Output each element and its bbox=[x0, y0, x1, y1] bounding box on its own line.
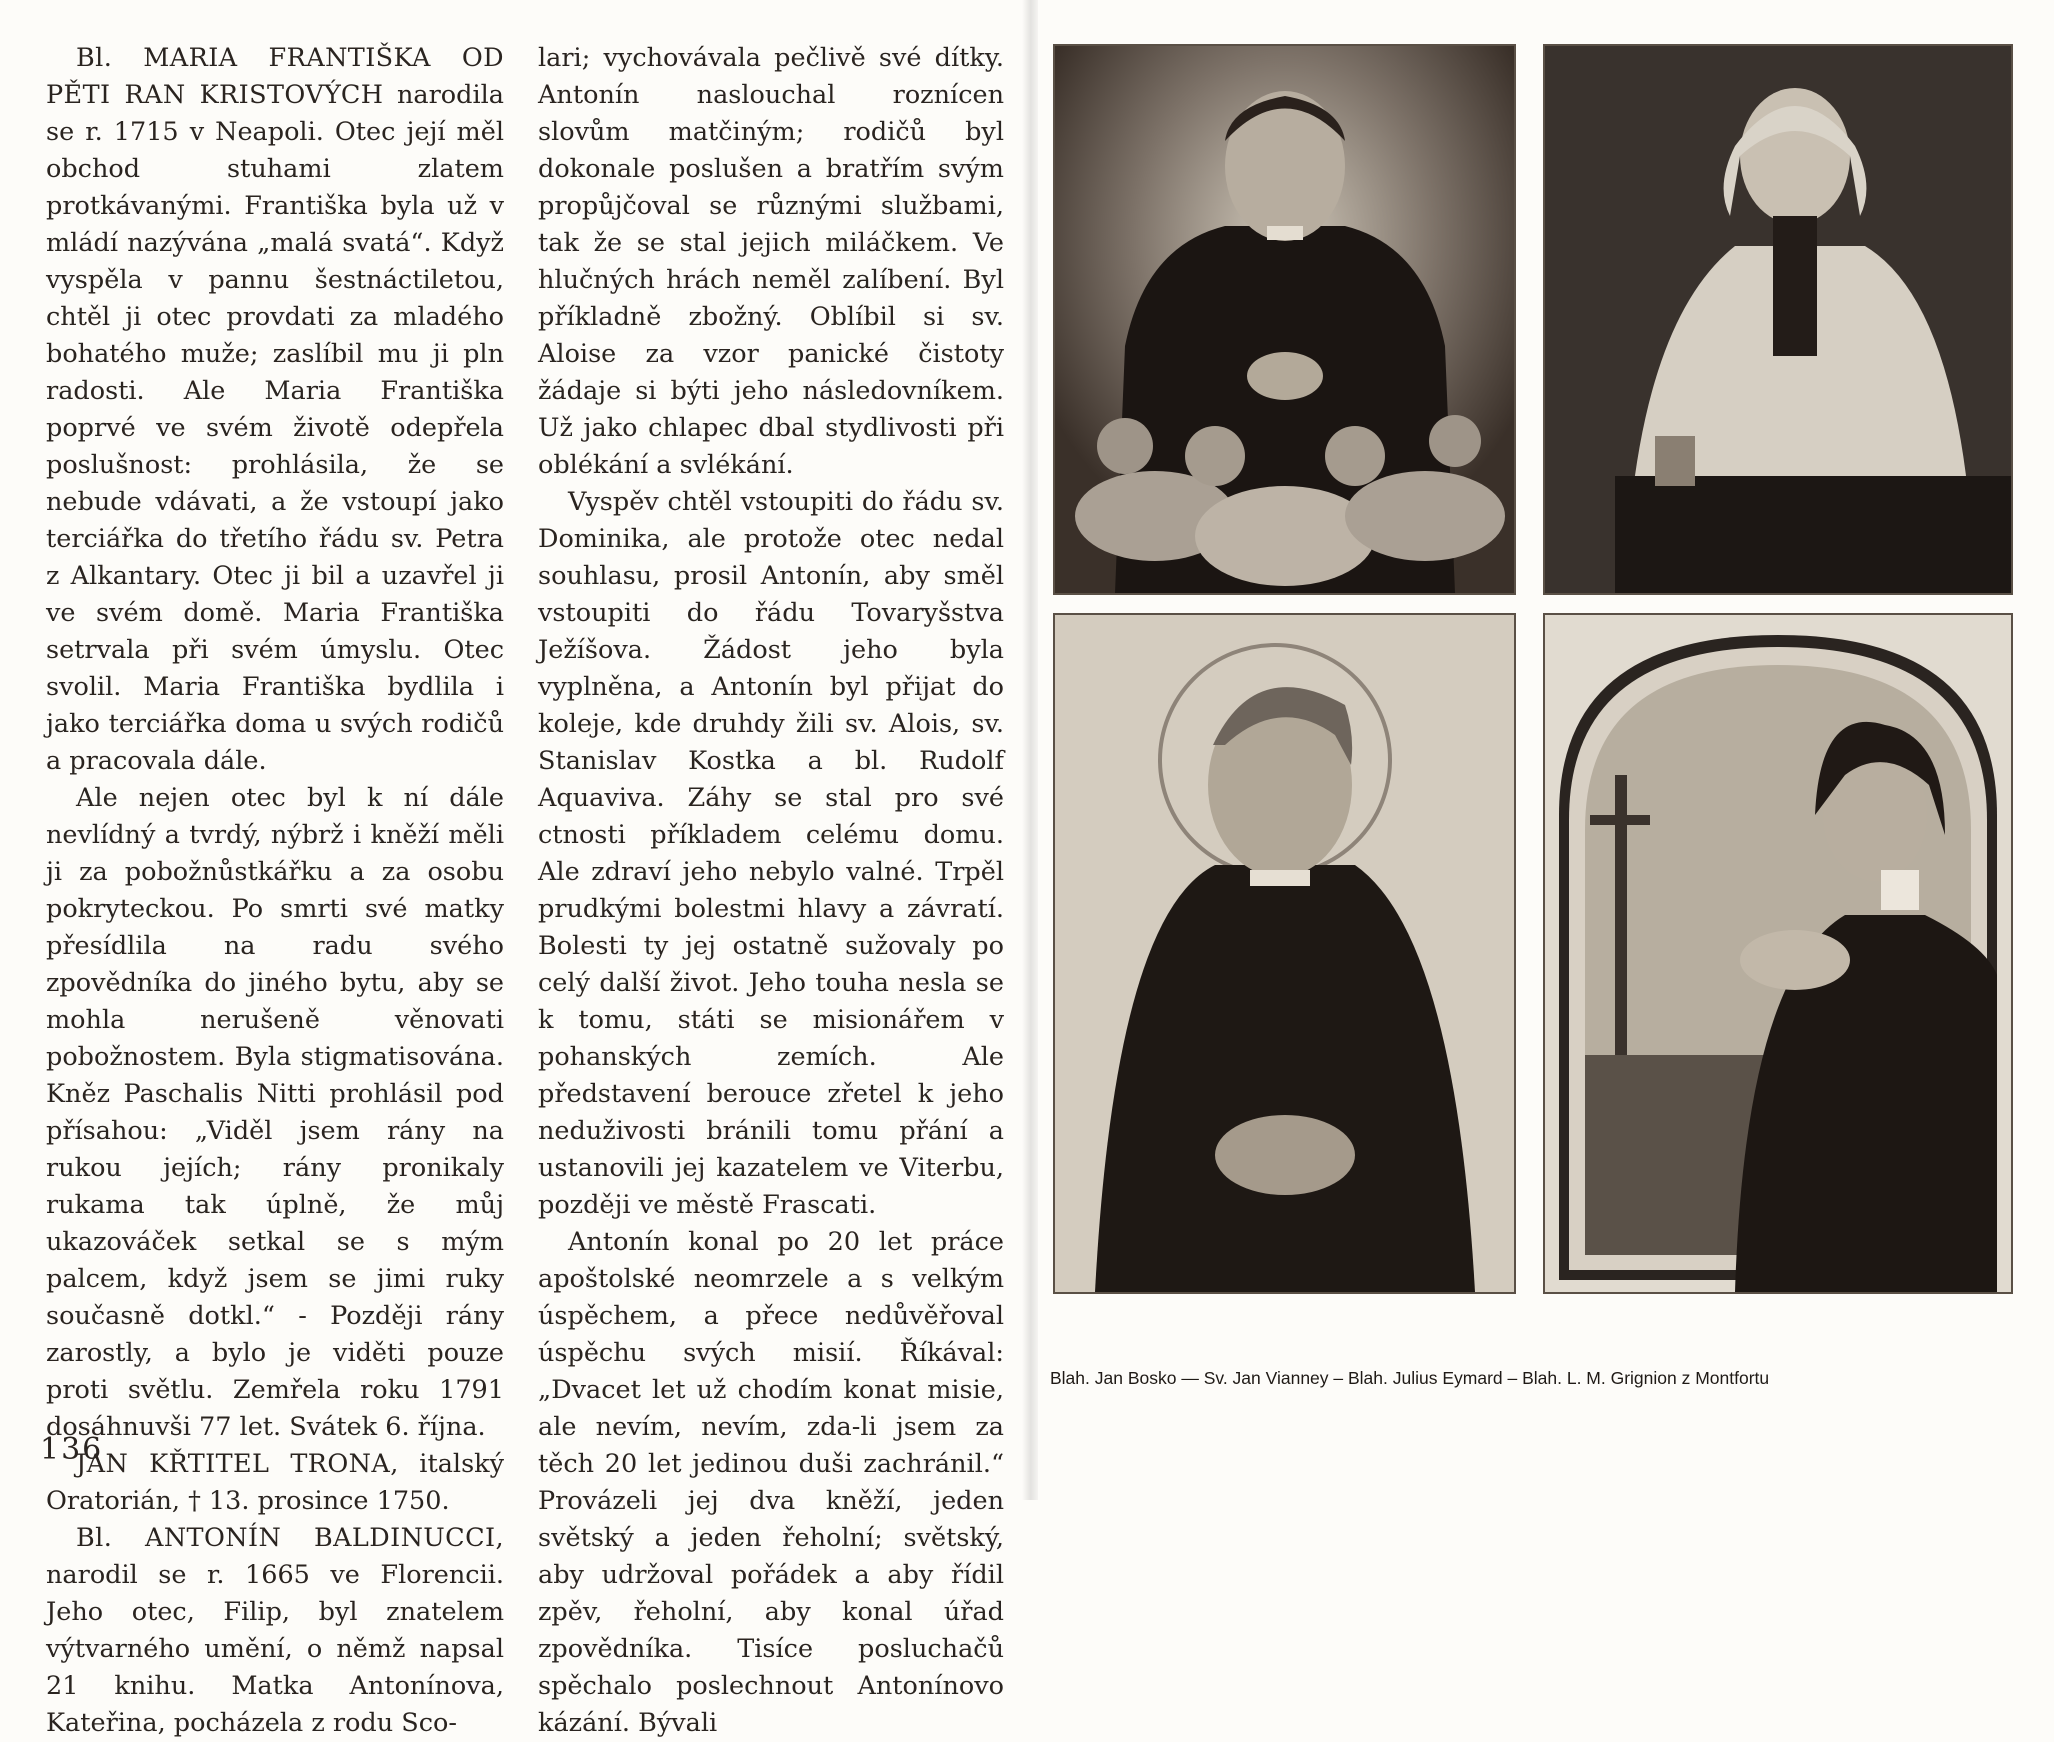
portrait-jan-vianney bbox=[1543, 44, 2013, 595]
middle-text-column bbox=[538, 40, 1004, 1742]
page-number: 136 bbox=[40, 1432, 104, 1467]
entry-text: narodila se r. 1715 v Neapoli. Otec její měl obchod stuhami zlatem protkávanými. Františka byla už v mládí nazývána „malá svatá“. Když vyspěla v pannu šestnáctiletou, chtěl ji otec provdati za mladého bohatého muže; zaslíbil mu ji pln radosti. Ale Maria Františka poprvé ve svém životě odepřela poslušnost: prohlásila, že se nebude vdávati, a že vstoupí jako terciářka do třetího řádu sv. Petra z Alkantary. Otec ji bil a uzavřel ji ve svém domě. Maria Františka setrvala při svém úmyslu. Otec svolil. Maria Františka bydlila i jako terciářka doma u svých rodičů a pracovala dále. bbox=[46, 80, 504, 776]
entry-lead: JAN KŘTITEL TRONA, bbox=[76, 1449, 399, 1479]
paragraph-continuation: lari; vychovávala pečlivě své dítky. Antonín naslouchal roznícen slovům matčiným; rodičů byl dokonale poslušen a bratřím svým propůjčoval se různými službami, tak že se stal jejich miláčkem. Ve hlučných hrách neměl zalíbení. Byl příkladně zbožný. Oblíbil si sv. Aloise za vzor panické čistoty žádaje si býti jeho následovníkem. Už jako chlapec dbal stydlivosti při oblékání a svlékání. bbox=[538, 43, 1004, 480]
entry-lead: Bl. MARIA FRANTIŠKA OD PĚTI RAN KRISTOVÝCH bbox=[46, 43, 504, 110]
entry-lead: Bl. ANTONÍN BALDINUCCI, bbox=[76, 1523, 504, 1553]
portrait-julius-eymard bbox=[1053, 613, 1516, 1294]
book-gutter bbox=[1022, 0, 1038, 1500]
left-text-column bbox=[46, 40, 504, 1742]
paragraph-vyspev: Vyspěv chtěl vstoupiti do řádu sv. Dominika, ale protože otec nedal souhlasu, prosil Antonín, aby směl vstoupiti do řádu Tovaryšstva Ježíšova. Žádost jeho byla vyplněna, a Antonín byl přijat do koleje, kde druhdy žili sv. Alois, sv. Stanislav Kostka a bl. Rudolf Aquaviva. Záhy se stal pro své ctnosti příkladem celému domu. Ale zdraví jeho nebylo valné. Trpěl prudkými bolestmi hlavy a závratí. Bolesti ty jej ostatně sužovaly po celý další život. Jeho touha nesla se k tomu, státi se misionářem v pohanských zemích. Ale představení berouce zřetel k jeho neduživosti bránili tomu přání a ustanovili jej kazatelem ve Viterbu, později ve městě Frascati. bbox=[538, 487, 1004, 1220]
paragraph-maria-frantiska bbox=[46, 40, 504, 780]
paragraph-maria-frantiska-cont bbox=[46, 780, 504, 1446]
paragraph-antonin-baldinucci bbox=[46, 1520, 504, 1742]
paragraph-jan-trona bbox=[46, 1446, 504, 1520]
portrait-jan-bosko bbox=[1053, 44, 1516, 595]
entry-text: narodil se r. 1665 ve Florencii. Jeho otec, Filip, byl znatelem výtvarného umění, o němž napsal 21 knihu. Matka Antonínova, Kateřina, pocházela z rodu Sco- bbox=[46, 1560, 504, 1738]
entry-text: Ale nejen otec byl k ní dále nevlídný a tvrdý, nýbrž i kněží měli ji za pobožnůstkářku a za osobu pokryteckou. Po smrti své matky přesídlila na radu svého zpovědníka do jiného bytu, aby se mohla nerušeně věnovati pobožnostem. Byla stigmatisována. Kněz Paschalis Nitti prohlásil pod přísahou: „Viděl jsem rány na rukou jejích; rány pronikaly rukama tak úplně, že můj ukazováček setkal se s mým palcem, když jsem se jimi ruky současně dotkl.“ - Později rány zarostly, a bylo je viděti pouze proti světlu. Zemřela roku 1791 dosáhnuvši 77 let. Svátek 6. října. bbox=[46, 783, 504, 1442]
plates-caption: Blah. Jan Bosko — Sv. Jan Vianney – Blah. Julius Eymard – Blah. L. M. Grignion z Montfortu bbox=[1050, 1368, 1770, 1388]
entry-text: italský Oratorián, † 13. prosince 1750. bbox=[46, 1449, 505, 1516]
portrait-grignion-z-montfortu bbox=[1543, 613, 2013, 1294]
paragraph-antonin-konal: Antonín konal po 20 let práce apoštolské neomrzele a s velkým úspěchem, a přece nedůvěřoval úspěchu svých misií. Říkával: „Dvacet let už chodím konat misie, ale nevím, nevím, zda-li jsem za těch 20 let jedinou duši zachránil.“ Provázeli jej dva kněží, jeden světský a jeden řeholní; světský, aby udržoval pořádek a aby řídil zpěv, řeholní, aby konal úřad zpovědníka. Tisíce posluchačů spěchalo poslechnout Antonínovo kázání. Bývali bbox=[538, 1227, 1004, 1738]
